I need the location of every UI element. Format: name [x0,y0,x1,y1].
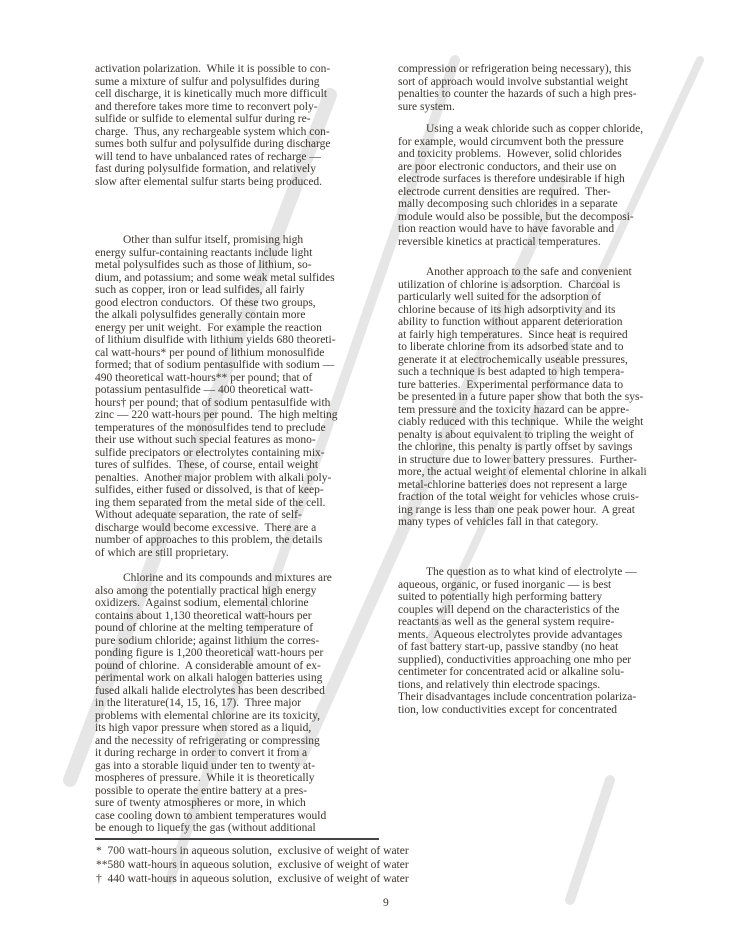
text-line: be enough to liquefy the gas (without additional [95,822,316,834]
page-number: 9 [383,897,389,909]
text-line: sumes both sulfur and polysulfide during discharge [95,138,331,150]
text-line: dium, and potassium; and some weak metal sulfides [95,271,335,284]
text-line: number of approaches to this problem, the details [95,534,323,546]
text-line: contains about 1,130 theoretical watt-hours per [95,609,312,622]
text-line: tion reaction would have to have favorable and [398,223,615,235]
text-line: The question as to what kind of electrolyte — [426,566,637,578]
text-line: Using a weak chloride such as copper chloride, [426,123,644,135]
text-line: ciably reduced with this technique. While the weight [398,416,644,428]
text-line: activation polarization. While it is possible to con- [95,63,331,75]
text-line: in the literature(14, 15, 16, 17). Three major [95,697,302,709]
text-line: formed; that of sodium pentasulfide with sodium — [95,359,335,371]
text-line: ments. Aqueous electrolytes provide advantages [398,628,623,641]
text-line: ing range is less than one peak power hour. A great [398,503,635,516]
text-line: Another approach to the safe and convenient [426,266,632,278]
text-line: energy sulfur-containing reactants include light [95,246,313,259]
text-line: their use without such special features as mono- [95,434,316,446]
text-line: and therefore takes more time to reconvert poly- [95,100,318,113]
text-line: good electron conductors. Of these two groups, [95,296,316,309]
text-line: more, the actual weight of elemental chlorine in alkali [398,466,647,478]
text-line: sulfide or sulfide to elemental sulfur during re- [95,113,311,125]
text-line: possible to operate the entire battery at a pres- [95,784,308,797]
text-line: couples will depend on the characteristics of the [398,603,620,616]
text-line: perimental work on alkali halogen batteries using [95,672,323,684]
text-line: such as copper, iron or lead sulfides, all fairly [95,284,305,296]
text-line: cell discharge, it is kinetically much more difficult [95,88,328,100]
watermark-stroke [570,780,610,900]
text-line: at fairly high temperatures. Since heat is required [398,328,628,341]
text-line: mospheres of pressure. While it is theoretically [95,772,315,784]
footnote-1: * 700 watt-hours in aqueous solution, exclusive of weight of water [96,845,409,857]
text-line: it during recharge in order to convert it from a [95,747,308,759]
text-line: pure sodium chloride; against lithium the corres- [95,634,320,647]
text-line: electrode surfaces is therefore undesirable if high [398,173,625,185]
text-line: compression or refrigeration being necessary), this [398,63,632,75]
text-line: many types of vehicles fall in that category. [398,516,599,528]
text-line: particularly well suited for the adsorption of [398,291,602,303]
text-line: its high vapor pressure when stored as a liquid, [95,722,312,734]
text-line: temperatures of the monosulfides tend to preclude [95,421,326,434]
text-line: cal watt-hours* per pound of lithium monosulfide [95,346,325,359]
text-line: in structure due to lower battery pressures. Further- [398,453,637,466]
text-line: Other than sulfur itself, promising high [123,234,304,246]
text-line: Chlorine and its compounds and mixtures are [123,572,332,584]
text-line: the chlorine, this penalty is partly offset by savings [398,441,633,453]
text-line: pound of chlorine at the melting temperature of [95,622,314,634]
right-paragraph-2 [398,123,690,248]
text-line: ing them separated from the metal side of the cell. [95,496,326,509]
right-paragraph-1 [398,63,690,113]
text-line: metal polysulfides such as those of lithium, so- [95,259,312,271]
text-line: charge. Thus, any rechargeable system which con- [95,125,330,138]
text-line: hours† per pound; that of sodium pentasulfide with [95,396,331,409]
text-line: 490 theoretical watt-hours** per pound; that of [95,371,313,384]
text-line: sume a mixture of sulfur and polysulfides during [95,75,320,88]
text-line: fast during polysulfide formation, and relatively [95,163,316,175]
text-line: penalties to counter the hazards of such a high pres- [398,88,637,100]
text-line: metal-chlorine batteries does not represent a large [398,478,628,491]
text-line: ponding figure is 1,200 theoretical watt-hours per [95,647,324,659]
text-line: tures of sulfides. These, of course, entail weight [95,459,319,471]
text-line: discharge would become excessive. There are a [95,521,317,534]
text-line: reversible kinetics at practical temperatures. [398,235,601,248]
text-line: penalties. Another major problem with alkali poly- [95,471,332,484]
text-line: be presented in a future paper show that both the sys- [398,391,644,403]
text-line: tem pressure and the toxicity hazard can be appre- [398,403,630,416]
text-line: chlorine because of its high adsorptivity and its [398,303,616,316]
text-line: electrode current densities are required. Ther- [398,185,611,198]
text-line: and the necessity of refrigerating or compressing [95,734,320,747]
text-line: aqueous, organic, or fused inorganic — is best [398,578,612,591]
text-line: tion, low conductivities except for concentrated [398,703,618,716]
left-paragraph-1 [95,63,387,188]
right-paragraph-4 [398,566,690,716]
right-paragraph-3 [398,266,690,529]
text-line: and toxicity problems. However, solid chlorides [398,148,622,160]
text-line: problems with elemental chlorine are its toxicity, [95,709,321,722]
text-line: sort of approach would involve substantial weight [398,75,628,88]
text-line: supplied), conductivities approaching one mho per [398,653,632,666]
text-line: suited to potentially high performing battery [398,591,603,603]
text-line: sulfides, either fused or dissolved, is that of keep- [95,484,324,496]
text-line: tions, and relatively thin electrode spacings. [398,678,601,691]
text-line: utilization of chlorine is adsorption. Charcoal is [398,278,621,291]
left-paragraph-2 [95,234,387,559]
text-line: reactants as well as the general system require- [398,616,615,628]
text-line: zinc — 220 watt-hours per pound. The high melting [95,409,338,421]
text-line: also among the potentially practical high energy [95,584,317,597]
footnote-divider [95,838,379,840]
text-line: sure of twenty atmospheres or more, in which [95,797,306,809]
text-line: are poor electronic conductors, and their use on [398,160,617,173]
text-line: sulfide precipators or electrolytes containing mix- [95,446,325,459]
text-line: sure system. [398,100,455,113]
text-line: centimeter for concentrated acid or alkaline solu- [398,666,625,678]
text-line: such a technique is best adapted to high tempera- [398,366,625,378]
text-line: gas into a storable liquid under ten to twenty at- [95,759,316,772]
text-line: slow after elemental sulfur starts being produced. [95,175,323,188]
text-line: module would also be possible, but the decomposi- [398,210,634,223]
text-line: fraction of the total weight for vehicles whose cruis- [398,491,639,503]
text-line: Without adequate separation, the rate of self- [95,509,302,521]
text-line: ture batteries. Experimental performance data to [398,378,624,391]
text-line: energy per unit weight. For example the reaction [95,321,322,334]
footnote-3: † 440 watt-hours in aqueous solution, exclusive of weight of water [96,873,409,885]
text-line: oxidizers. Against sodium, elemental chlorine [95,597,309,609]
text-line: generate it at electrochemically useable pressures, [398,353,628,366]
text-line: of lithium disulfide with lithium yields 680 theoreti- [95,334,336,346]
text-line: pound of chlorine. A considerable amount of ex- [95,659,321,672]
text-line: potassium pentasulfide — 400 theoretical watt- [95,384,314,396]
left-paragraph-3 [95,572,387,835]
text-line: penalty is about equivalent to tripling the weight of [398,428,634,441]
text-line: to liberate chlorine from its adsorbed state and to [398,341,624,353]
text-line: of fast battery start-up, passive standby (no heat [398,641,619,653]
text-line: for example, would circumvent both the pressure [398,135,624,148]
text-line: fused alkali halide electrolytes has been described [95,684,325,697]
text-line: mally decomposing such chlorides in a separate [398,198,618,210]
text-line: will tend to have unbalanced rates of recharge — [95,150,321,163]
text-line: case cooling down to ambient temperatures would [95,809,327,822]
footnote-2: **580 watt-hours in aqueous solution, exclusive of weight of water [96,859,409,871]
text-line: ability to function without apparent deterioration [398,316,623,328]
text-line: Their disadvantages include concentration polariza- [398,691,637,703]
text-line: the alkali polysulfides generally contain more [95,309,306,321]
text-line: of which are still proprietary. [95,546,229,559]
